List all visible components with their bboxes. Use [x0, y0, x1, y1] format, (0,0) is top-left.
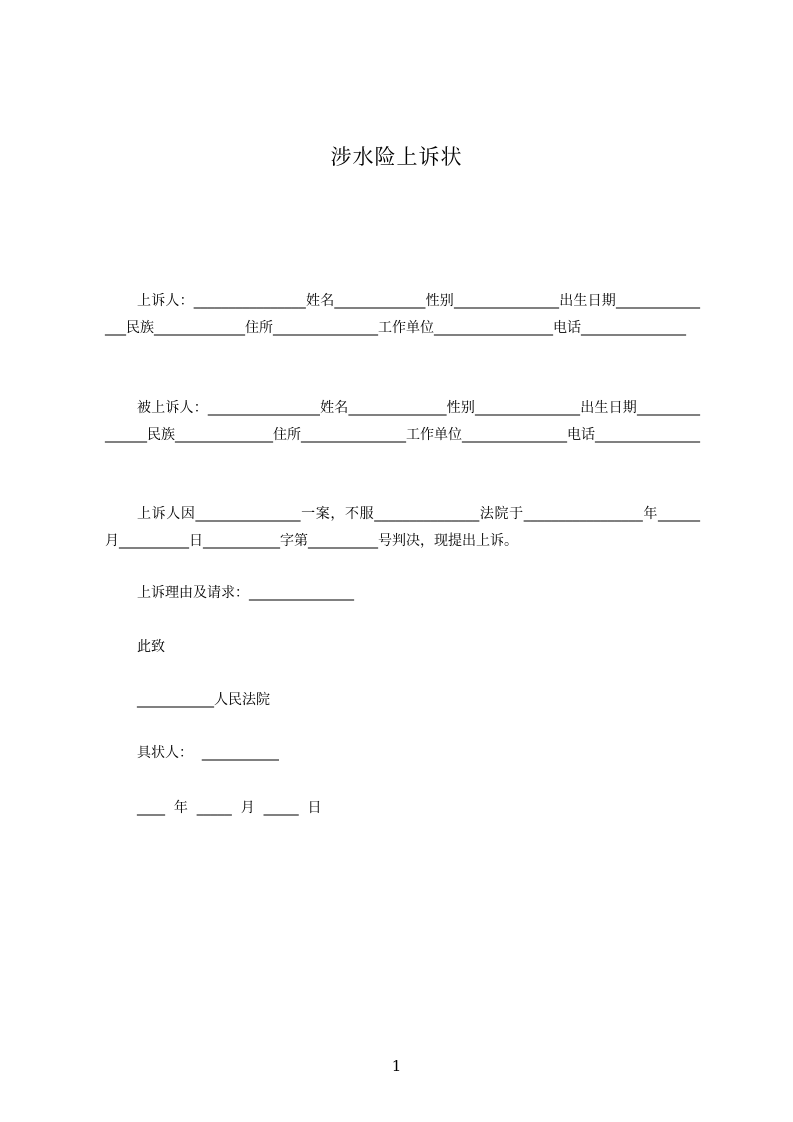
reasons-line: 上诉理由及请求：_______________ [137, 585, 354, 601]
appellee-paragraph: 被上诉人：________________姓名______________性别_______________出生日期_______________民族______________住所_______________工作单位_______________电话_______________ [105, 400, 700, 443]
case-paragraph: 上诉人因_______________一案，不服_______________法院于_________________年______月__________日___________字第__________号判决，现提出上诉。 [105, 506, 700, 549]
page-number: 1 [391, 1057, 402, 1075]
date-line: ____ 年 _____ 月 _____ 日 [137, 800, 322, 816]
appellant-paragraph: 上诉人：________________姓名_____________性别_______________出生日期_______________民族_____________住所_______________工作单位_________________电话_______________ [105, 293, 700, 336]
signer-line: 具状人： ___________ [137, 745, 279, 761]
court-line: ___________人民法院 [137, 692, 270, 708]
document-title: 涉水险上诉状 [330, 145, 463, 169]
salutation-line: 此致 [137, 639, 165, 655]
